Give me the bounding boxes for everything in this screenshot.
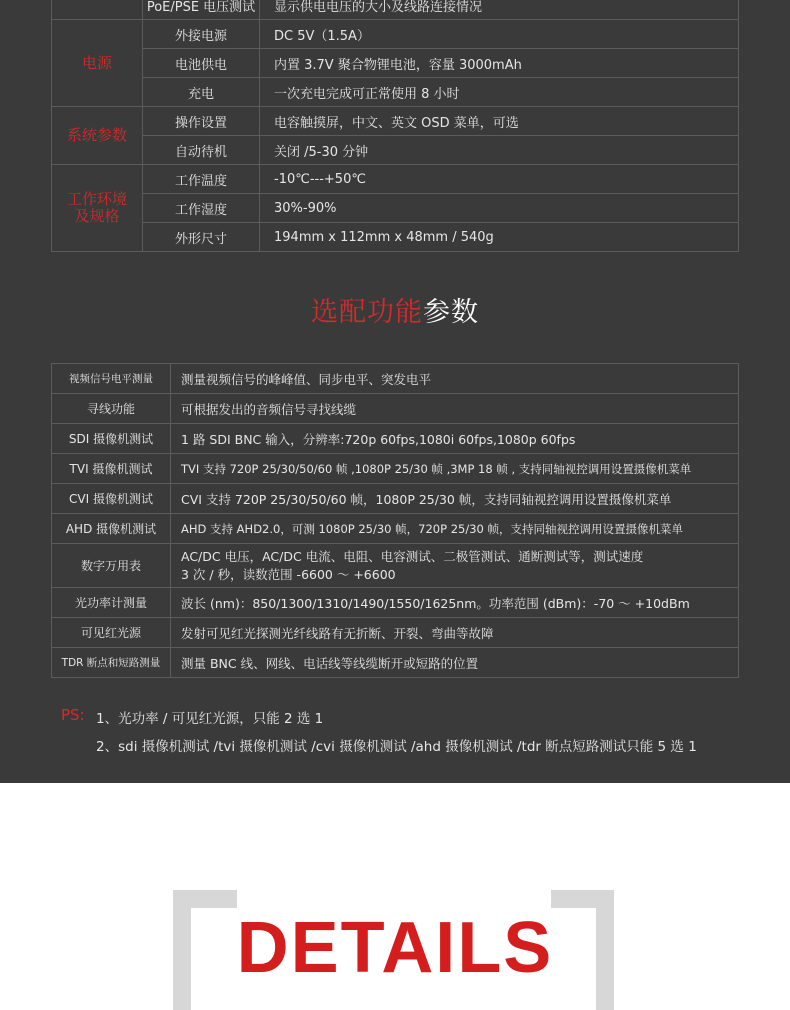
spec-value: 显示供电电压的大小及线路连接情况 (260, 0, 739, 20)
table-row (52, 588, 739, 618)
table-row (52, 394, 739, 424)
table-row (52, 364, 739, 394)
function-name: 可见红光源 (52, 618, 171, 648)
function-name: TDR 断点和短路测量 (52, 648, 171, 678)
spec-value: DC 5V（1.5A） (260, 20, 739, 49)
function-desc: 发射可见红光探测光纤线路有无折断、开裂、弯曲等故障 (171, 618, 739, 648)
spec-table (51, 0, 739, 252)
function-name: TVI 摄像机测试 (52, 454, 171, 484)
function-desc: 1 路 SDI BNC 输入，分辨率:720p 60fps,1080i 60fps,1080p 60fps (171, 424, 739, 454)
function-name: AHD 摄像机测试 (52, 514, 171, 544)
spec-value: 电容触摸屏，中文、英文 OSD 菜单，可选 (260, 107, 739, 136)
function-name: 数字万用表 (52, 544, 171, 588)
details-title: DETAILS (236, 908, 554, 988)
spec-sub-label: 电池供电 (143, 49, 260, 78)
spec-sub-label: 外形尺寸 (143, 223, 260, 252)
note-line-2: 2、sdi 摄像机测试 /tvi 摄像机测试 /cvi 摄像机测试 /ahd 摄像机测试 /tdr 断点短路测试只能 5 选 1 (96, 739, 697, 755)
spec-sub-label: 工作湿度 (143, 194, 260, 223)
spec-row (52, 49, 739, 78)
spec-sub-label: 自动待机 (143, 136, 260, 165)
spec-sub-label: 外接电源 (143, 20, 260, 49)
table-row (52, 618, 739, 648)
function-name: SDI 摄像机测试 (52, 424, 171, 454)
table-row (52, 544, 739, 588)
table-row (52, 648, 739, 678)
spec-row (52, 136, 739, 165)
function-desc: 测量视频信号的峰峰值、同步电平、突发电平 (171, 364, 739, 394)
spec-sub-label: 充电 (143, 78, 260, 107)
spec-row (52, 194, 739, 223)
note-line-1: 1、光功率 / 可见红光源，只能 2 选 1 (96, 711, 324, 727)
spec-row (52, 20, 739, 49)
optional-function-table (51, 363, 739, 678)
table-row (52, 454, 739, 484)
function-desc: TVI 支持 720P 25/30/50/60 帧 ,1080P 25/30 帧 ,3MP 18 帧 , 支持同轴视控调用设置摄像机菜单 (171, 454, 739, 484)
spec-value: 内置 3.7V 聚合物锂电池，容量 3000mAh (260, 49, 739, 78)
table-row (52, 484, 739, 514)
spec-row (52, 165, 739, 194)
function-desc: 测量 BNC 线、网线、电话线等线缆断开或短路的位置 (171, 648, 739, 678)
spec-row (52, 223, 739, 252)
function-desc: 可根据发出的音频信号寻找线缆 (171, 394, 739, 424)
function-desc: AC/DC 电压，AC/DC 电流、电阻、电容测试、二极管测试、通断测试等，测试速度 (181, 548, 644, 564)
section-heading (0, 290, 790, 329)
function-name: 视频信号电平测量 (52, 364, 171, 394)
spec-value: -10℃---+50℃ (260, 165, 739, 194)
spec-category-environment: 工作环境 及规格 (52, 165, 143, 252)
spec-sub-label: 操作设置 (143, 107, 260, 136)
table-row (52, 424, 739, 454)
spec-category-empty (52, 0, 143, 20)
table-row (52, 514, 739, 544)
function-desc-line2: 3 次 / 秒，读数范围 -6600 ～ +6600 (181, 566, 396, 582)
spec-value: 194mm x 112mm x 48mm / 540g (260, 223, 739, 252)
function-desc: CVI 支持 720P 25/30/50/60 帧，1080P 25/30 帧，支持同轴视控调用设置摄像机菜单 (171, 484, 739, 514)
function-desc: 波长 (nm)：850/1300/1310/1490/1550/1625nm。功率范围 (dBm)：-70 ～ +10dBm (171, 588, 739, 618)
spec-value: 一次充电完成可正常使用 8 小时 (260, 78, 739, 107)
spec-row (52, 0, 739, 20)
function-name: CVI 摄像机测试 (52, 484, 171, 514)
spec-value: 关闭 /5-30 分钟 (260, 136, 739, 165)
function-name: 寻线功能 (52, 394, 171, 424)
heading-red-part: 选配功能 (311, 297, 423, 328)
spec-sub-label: 工作温度 (143, 165, 260, 194)
spec-category-power: 电源 (52, 20, 143, 107)
spec-value: 30%-90% (260, 194, 739, 223)
function-desc: AHD 支持 AHD2.0，可测 1080P 25/30 帧，720P 25/30 帧，支持同轴视控调用设置摄像机菜单 (171, 514, 739, 544)
spec-row (52, 78, 739, 107)
notes-label: PS: (61, 706, 85, 724)
spec-category-system: 系统参数 (52, 107, 143, 165)
heading-white-part: 参数 (423, 297, 479, 328)
spec-sub-label: PoE/PSE 电压测试 (143, 0, 260, 20)
function-name: 光功率计测量 (52, 588, 171, 618)
function-desc-cell (171, 544, 739, 588)
spec-row (52, 107, 739, 136)
